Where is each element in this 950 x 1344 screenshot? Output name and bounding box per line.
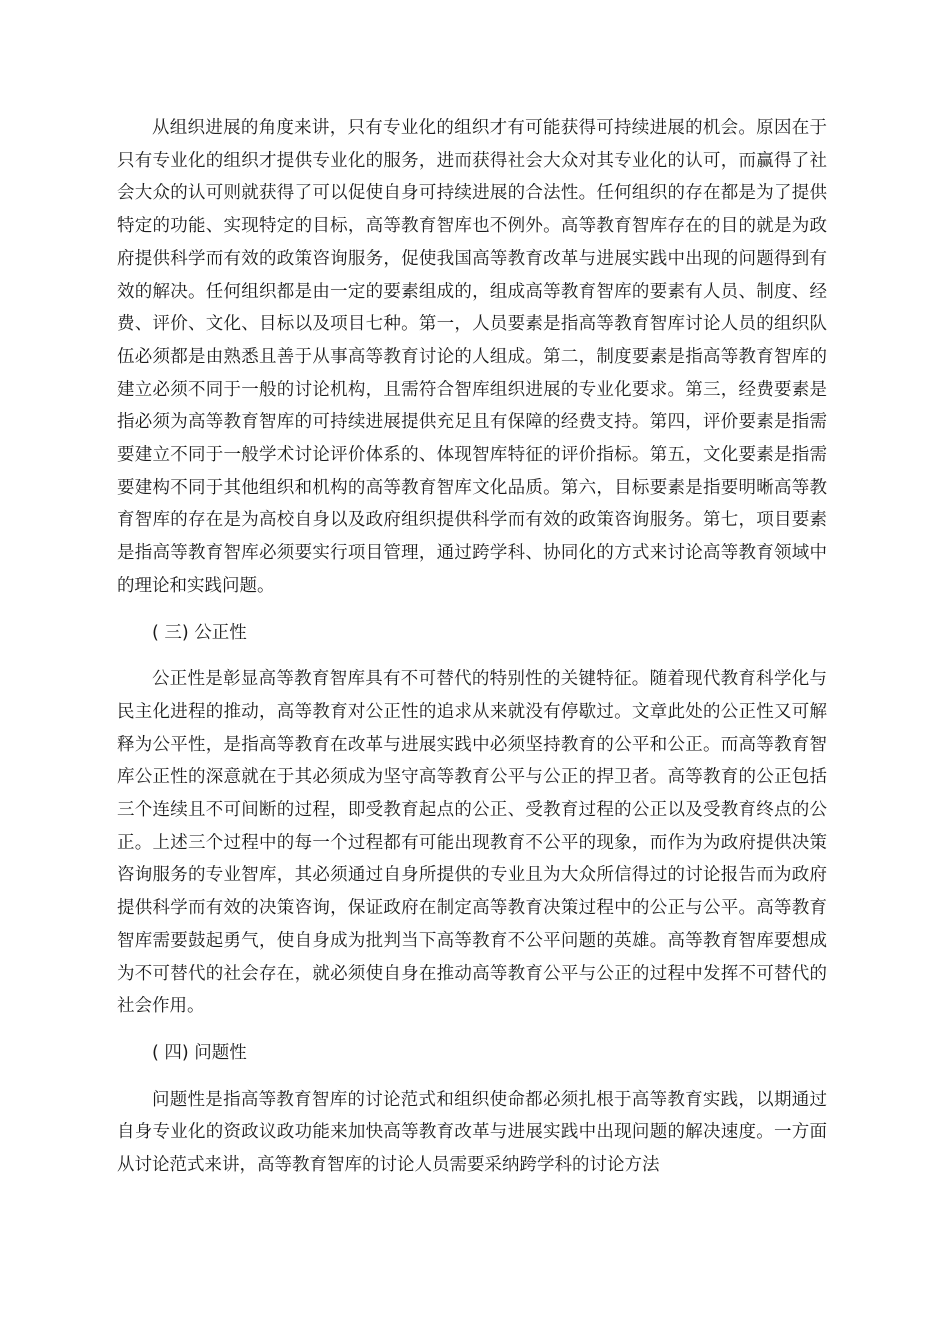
document-page (117, 112, 827, 1182)
paragraph-professionalization: 从组织进展的角度来讲，只有专业化的组织才有可能获得可持续进展的机会。原因在于只有专业化的组织才提供专业化的服务，进而获得社会大众对其专业化的认可，而赢得了社会大众的认可则就获得了可以促使自身可持续进展的合法性。任何组织的存在都是为了提供特定的功能、实现特定的目标，高等教育智库也不例外。高等教育智库存在的目的就是为政府提供科学而有效的政策咨询服务，促使我国高等教育改革与进展实践中出现的问题得到有效的解决。任何组织都是由一定的要素组成的，组成高等教育智库的要素有人员、制度、经费、评价、文化、目标以及项目七种。第一，人员要素是指高等教育智库讨论人员的组织队伍必须都是由熟悉且善于从事高等教育讨论的人组成。第二，制度要素是指高等教育智库的建立必须不同于一般的讨论机构，且需符合智库组织进展的专业化要求。第三，经费要素是指必须为高等教育智库的可持续进展提供充足且有保障的经费支持。第四，评价要素是指需要建立不同于一般学术讨论评价体系的、体现智库特征的评价指标。第五，文化要素是指需要建构不同于其他组织和机构的高等教育智库文化品质。第六，目标要素是指要明晰高等教育智库的存在是为高校自身以及政府组织提供科学而有效的政策咨询服务。第七，项目要素是指高等教育智库必须要实行项目管理，通过跨学科、协同化的方式来讨论高等教育领域中的理论和实践问题。 (117, 118, 827, 596)
paragraph-problem-orientation: 问题性是指高等教育智库的讨论范式和组织使命都必须扎根于高等教育实践，以期通过自身专业化的资政议政功能来加快高等教育改革与进展实践中出现问题的解决速度。一方面从讨论范式来讲，高等教育智库的讨论人员需要采纳跨学科的讨论方法 (117, 1089, 827, 1176)
section-heading-problem-orientation: ( 四) 问题性 (152, 1042, 247, 1063)
section-heading-fairness: ( 三) 公正性 (152, 622, 247, 643)
paragraph-fairness: 公正性是彰显高等教育智库具有不可替代的特别性的关键特征。随着现代教育科学化与民主化进程的推动，高等教育对公正性的追求从来就没有停歇过。文章此处的公正性又可解释为公平性，是指高等教育在改革与进展实践中必须坚持教育的公平和公正。而高等教育智库公正性的深意就在于其必须成为坚守高等教育公平与公正的捍卫者。高等教育的公正包括三个连续且不可间断的过程，即受教育起点的公正、受教育过程的公正以及受教育终点的公正。上述三个过程中的每一个过程都有可能出现教育不公平的现象，而作为为政府提供决策咨询服务的专业智库，其必须通过自身所提供的专业且为大众所信得过的讨论报告而为政府提供科学而有效的决策咨询，保证政府在制定高等教育决策过程中的公正与公平。高等教育智库需要鼓起勇气，使自身成为批判当下高等教育不公平问题的英雄。高等教育智库要想成为不可替代的社会存在，就必须使自身在推动高等教育公平与公正的过程中发挥不可替代的社会作用。 (117, 669, 827, 1017)
